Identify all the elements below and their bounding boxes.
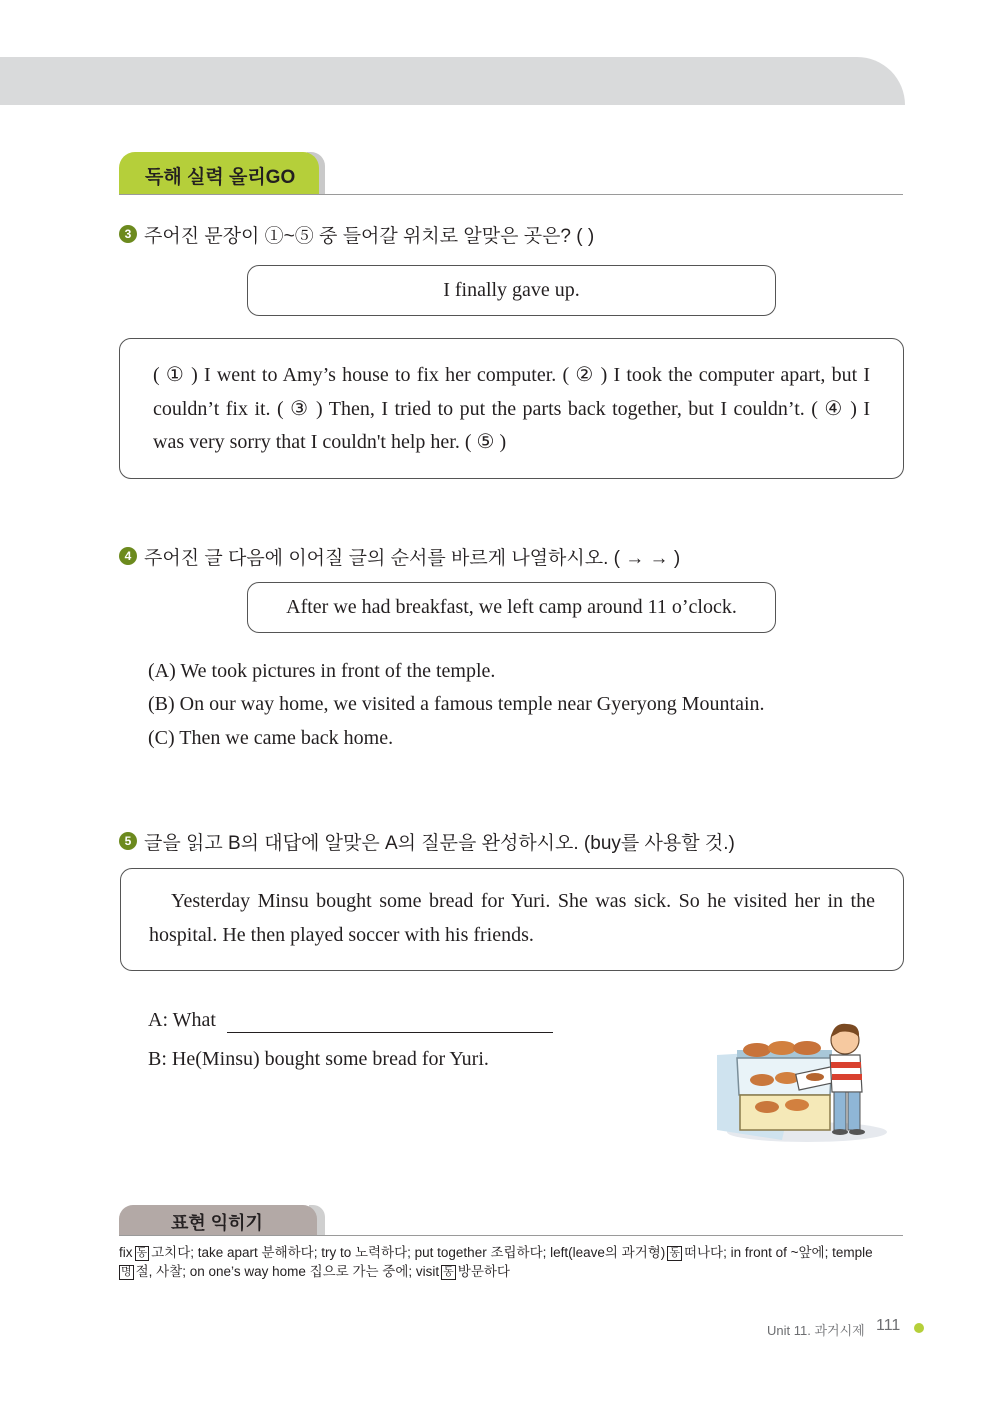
verb-badge: 동 (443, 1266, 454, 1278)
footer-dot (914, 1323, 924, 1333)
q5-passage: Yesterday Minsu bought some bread for Yuri. She was sick. So he visited her in the hospital. He then played soccer with his friends. (149, 890, 875, 946)
q4-option-a: (A) We took pictures in front of the temple. (148, 660, 496, 682)
bakery-boy-illustration (712, 1010, 892, 1145)
vocabulary-line-1 (119, 1243, 909, 1262)
q3-given-sentence: I finally gave up. (443, 279, 580, 301)
expressions-title: 표현 익히기 (171, 1213, 263, 1233)
question-4-number: 4 (119, 547, 137, 565)
header-band (0, 57, 905, 105)
vocab-text-2: 떠나다; in front of ~앞에; temple (683, 1245, 873, 1260)
section-tab (119, 152, 319, 194)
question-3-prompt: 주어진 문장이 ①~⑤ 중 들어갈 위치로 알맞은 곳은? ( ) (144, 226, 595, 247)
question-5-number: 5 (119, 832, 137, 850)
answer-blank-line[interactable] (227, 1032, 553, 1033)
question-5-prompt: 글을 읽고 B의 대답에 알맞은 A의 질문을 완성하시오. (buy를 사용할 것.) (144, 833, 735, 854)
vocab-text-4: 방문하다 (457, 1264, 510, 1279)
page-number: 111 (876, 1317, 901, 1334)
q4-option-b: (B) On our way home, we visited a famous temple near Gyeryong Mountain. (148, 693, 765, 715)
q3-passage-box (119, 338, 904, 479)
q5-passage-box (120, 868, 904, 971)
verb-badge: 동 (669, 1247, 680, 1259)
section-title: 독해 실력 올리GO (145, 167, 296, 188)
q4-option-c: (C) Then we came back home. (148, 727, 394, 749)
verb-badge: 동 (136, 1247, 148, 1259)
section-rule (119, 194, 903, 195)
q5-line-a: A: What (148, 1009, 216, 1031)
q5-line-b: B: He(Minsu) bought some bread for Yuri. (148, 1048, 489, 1070)
q4-given-sentence-box (247, 582, 776, 633)
expressions-tab (119, 1205, 317, 1235)
vocab-fix: fix (119, 1245, 133, 1260)
q4-given-sentence: After we had breakfast, we left camp around 11 o’clock. (286, 596, 737, 618)
question-3-number: 3 (119, 225, 137, 243)
q3-given-sentence-box (247, 265, 776, 316)
question-4-prompt: 주어진 글 다음에 이어질 글의 순서를 바르게 나열하시오. ( → → ) (144, 548, 681, 569)
vocab-text-1: 고치다; take apart 분해하다; try to 노력하다; put together 조립하다; left(leave의 과거형) (151, 1245, 666, 1260)
q3-passage: ( ① ) I went to Amy’s house to fix her computer. ( ② ) I took the computer apart, but I couldn’t fix it. ( ③ ) Then, I tried to put the parts back together, but I couldn’t. ( ④ ) I was very sorry that I couldn't help her. ( ⑤ ) (153, 364, 870, 453)
vocab-text-3: 절, 사찰; on one’s way home 집으로 가는 중에; visit (135, 1264, 440, 1279)
vocabulary-line-2 (119, 1262, 510, 1281)
expressions-rule (119, 1235, 903, 1236)
noun-badge: 명 (121, 1266, 132, 1278)
footer-unit: Unit 11. 과거시제 (767, 1323, 865, 1338)
